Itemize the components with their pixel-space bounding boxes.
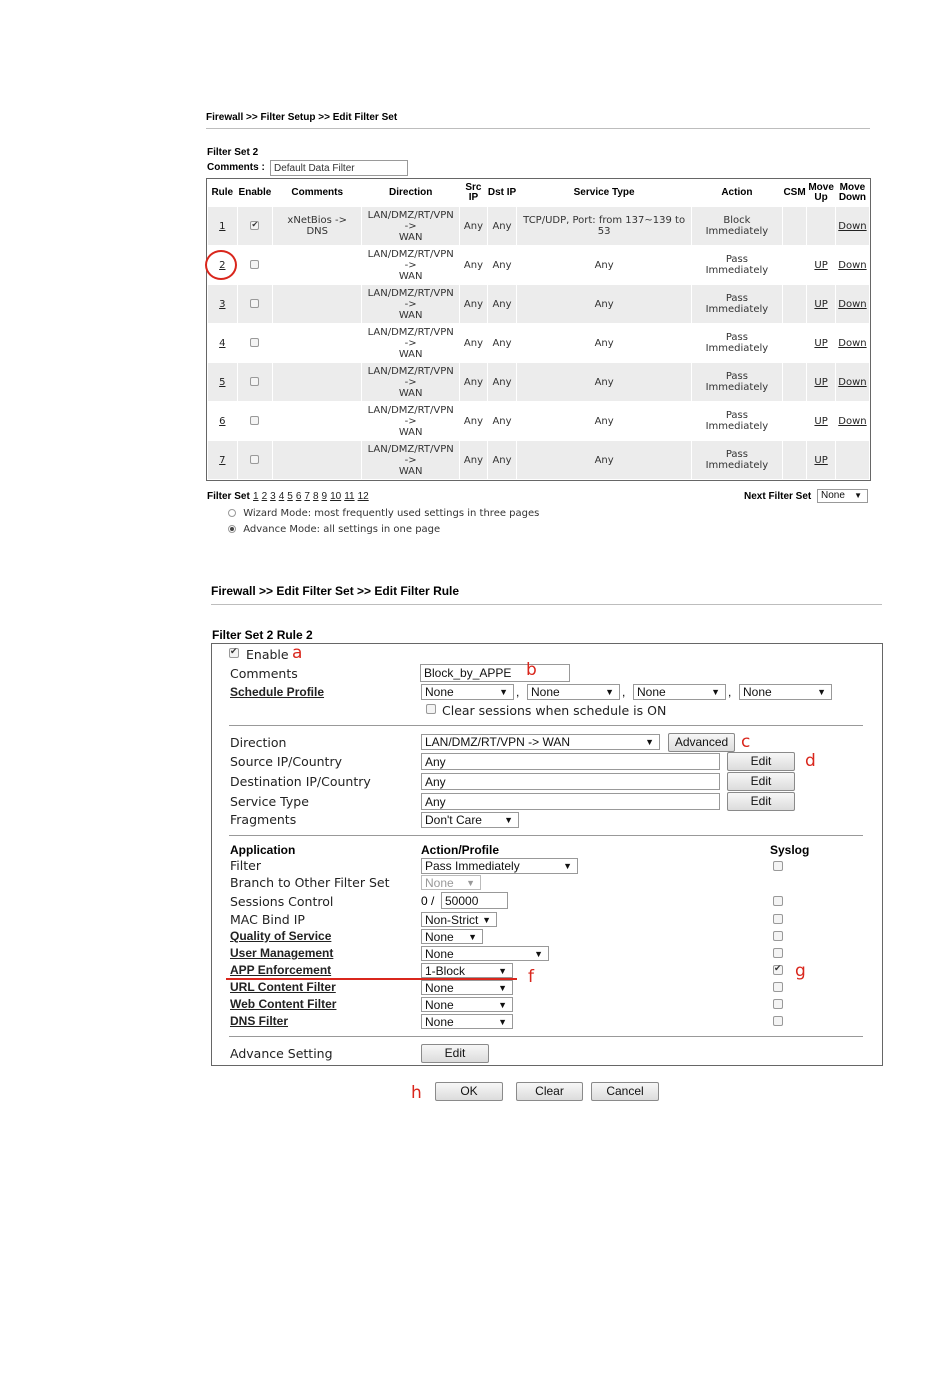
schedule-select-4[interactable]: None ▼ [739, 684, 832, 700]
header-csm: CSM [783, 180, 806, 206]
annotation-b: b [526, 660, 537, 680]
mac-bind-label: MAC Bind IP [230, 912, 305, 927]
move-down-cell[interactable] [836, 402, 869, 440]
web-content-filter-value: None [425, 998, 454, 1012]
web-syslog-checkbox[interactable] [773, 999, 783, 1009]
move-down-cell[interactable] [836, 207, 869, 245]
branch-value: None [425, 876, 454, 890]
direction-cell [362, 207, 459, 245]
sessions-current: 0 / [421, 894, 435, 908]
clear-sessions-checkbox[interactable] [426, 704, 436, 714]
table-row [208, 246, 869, 284]
source-edit-button[interactable]: Edit [727, 752, 795, 771]
fragments-value: Don't Care [425, 813, 482, 827]
header-action: Action [692, 180, 782, 206]
qos-syslog-checkbox[interactable] [773, 931, 783, 941]
branch-label: Branch to Other Filter Set [230, 875, 390, 890]
move-down-link[interactable]: Down [838, 415, 867, 427]
comments-cell [273, 324, 361, 362]
source-ip-label: Source IP/Country [230, 754, 342, 769]
schedule-value-3: None [637, 685, 666, 699]
direction-arrow: -> [404, 220, 417, 232]
table-row [208, 402, 869, 440]
user-management-value: None [425, 947, 454, 961]
cancel-button[interactable]: Cancel [591, 1082, 659, 1101]
wizard-mode-label: Wizard Mode: most frequently used settings in three pages [243, 508, 540, 519]
comments-input[interactable]: Block_by_APPE [420, 664, 570, 682]
direction-to: WAN [398, 348, 423, 360]
move-down-cell[interactable] [836, 363, 869, 401]
direction-to: WAN [398, 465, 423, 477]
mac-bind-select[interactable]: Non-Strict ▼ [421, 912, 497, 927]
divider [229, 725, 863, 726]
fragments-label: Fragments [230, 812, 297, 827]
move-up-link[interactable]: UP [814, 298, 828, 310]
annotation-d: d [805, 751, 816, 771]
user-syslog-checkbox[interactable] [773, 948, 783, 958]
schedule-value-2: None [531, 685, 560, 699]
service-type-label: Service Type [230, 794, 309, 809]
csm-cell [783, 363, 806, 401]
dst-ip-cell: Any [488, 402, 517, 440]
direction-arrow: -> [404, 337, 417, 349]
direction-from: LAN/DMZ/RT/VPN [367, 209, 454, 221]
rule-enable-checkbox[interactable] [250, 338, 259, 347]
filter-set-link[interactable]: 4 [278, 491, 285, 502]
qos-value: None [425, 930, 454, 944]
schedule-value-4: None [743, 685, 772, 699]
filter-label: Filter [230, 858, 261, 873]
comments-cell [273, 441, 361, 479]
table-row [208, 324, 869, 362]
rule-2-highlight-circle [205, 250, 237, 280]
schedule-select-3[interactable]: None ▼ [633, 684, 726, 700]
src-ip-cell: Any [460, 207, 487, 245]
header-dst-ip: Dst IP [488, 180, 517, 206]
move-up-link[interactable]: UP [814, 376, 828, 388]
dns-filter-select[interactable]: None ▼ [421, 1014, 513, 1029]
wizard-mode-radio[interactable] [228, 509, 236, 517]
direction-to: WAN [398, 309, 423, 321]
dst-ip-cell: Any [488, 285, 517, 323]
rule-number-link[interactable] [208, 363, 237, 401]
sessions-control-label: Sessions Control [230, 894, 334, 909]
direction-from: LAN/DMZ/RT/VPN [367, 404, 454, 416]
action-cell: Block Immediately [692, 207, 782, 245]
comments-label: Comments [230, 666, 298, 681]
filter-set-link[interactable]: 9 [321, 491, 328, 502]
divider [206, 128, 870, 129]
app-enforcement-select[interactable]: 1-Block ▼ [421, 963, 513, 978]
comments-label: Comments : [207, 162, 265, 173]
rule-number[interactable]: 7 [219, 454, 226, 466]
filter-set-links [253, 491, 372, 502]
move-up-cell[interactable] [807, 402, 835, 440]
comments-cell [273, 363, 361, 401]
src-ip-cell: Any [460, 363, 487, 401]
annotation-a: a [292, 643, 303, 663]
enable-cell[interactable] [238, 402, 273, 440]
next-filter-set-value: None [821, 490, 845, 501]
service-type-cell: Any [517, 402, 691, 440]
annotation-f: f [528, 967, 534, 987]
rule-number[interactable]: 5 [219, 376, 226, 388]
comments-cell [273, 285, 361, 323]
action-cell: Pass Immediately [692, 402, 782, 440]
clear-sessions-label: Clear sessions when schedule is ON [442, 703, 667, 718]
web-content-filter-link[interactable]: Web Content Filter [230, 997, 337, 1011]
fragments-select[interactable]: Don't Care ▼ [421, 812, 519, 828]
destination-ip-input[interactable]: Any [421, 773, 720, 790]
direction-from: LAN/DMZ/RT/VPN [367, 443, 454, 455]
service-type-cell: Any [517, 324, 691, 362]
direction-from: LAN/DMZ/RT/VPN [367, 365, 454, 377]
rule-number-link[interactable] [208, 324, 237, 362]
divider [229, 835, 863, 836]
table-row [208, 441, 869, 479]
application-header: Application [230, 843, 296, 857]
move-down-link[interactable]: Down [838, 259, 867, 271]
advance-mode-radio[interactable] [228, 525, 236, 533]
rule-enable-checkbox[interactable] [250, 416, 259, 425]
annotation-c: c [741, 732, 751, 752]
qos-select[interactable]: None ▼ [421, 929, 483, 944]
direction-from: LAN/DMZ/RT/VPN [367, 248, 454, 260]
filter-action-select[interactable]: Pass Immediately ▼ [421, 858, 578, 874]
service-type-cell: Any [517, 246, 691, 284]
rule-number[interactable]: 3 [219, 298, 226, 310]
direction-value: LAN/DMZ/RT/VPN -> WAN [425, 735, 571, 749]
action-cell: Pass Immediately [692, 441, 782, 479]
enable-cell[interactable] [238, 246, 273, 284]
enable-checkbox[interactable] [229, 648, 239, 658]
dst-ip-cell: Any [488, 363, 517, 401]
sessions-syslog-checkbox[interactable] [773, 896, 783, 906]
enable-label: Enable [246, 647, 289, 662]
rule-enable-checkbox[interactable] [250, 377, 259, 386]
service-type-cell: Any [517, 285, 691, 323]
move-down-link[interactable]: Down [838, 376, 867, 388]
set-comments-input[interactable]: Default Data Filter [270, 160, 408, 176]
web-content-filter-select[interactable]: None ▼ [421, 997, 513, 1012]
enable-cell[interactable] [238, 324, 273, 362]
direction-arrow: -> [404, 454, 417, 466]
filter-set-link[interactable]: 12 [357, 491, 369, 502]
table-row [208, 207, 869, 245]
direction-arrow: -> [404, 376, 417, 388]
src-ip-cell: Any [460, 246, 487, 284]
direction-cell [362, 246, 459, 284]
move-down-link[interactable]: Down [838, 220, 867, 232]
wizard-mode-option[interactable] [228, 508, 539, 519]
schedule-separator: , [622, 685, 626, 699]
src-ip-cell: Any [460, 324, 487, 362]
move-down-link[interactable]: Down [838, 337, 867, 349]
filter-set-link[interactable]: 11 [344, 491, 355, 502]
enable-cell[interactable] [238, 441, 273, 479]
destination-edit-button[interactable]: Edit [727, 772, 795, 791]
action-cell: Pass Immediately [692, 246, 782, 284]
annotation-h: h [411, 1083, 422, 1103]
enable-cell[interactable] [238, 285, 273, 323]
rule-number-link[interactable] [208, 207, 237, 245]
branch-select[interactable]: None ▼ [421, 875, 481, 890]
user-management-link[interactable]: User Management [230, 946, 334, 960]
filter-set-link[interactable]: 10 [330, 491, 342, 502]
header-move-down: Move Down [836, 180, 869, 206]
dst-ip-cell: Any [488, 246, 517, 284]
advanced-button[interactable]: Advanced [668, 733, 735, 752]
action-cell: Pass Immediately [692, 363, 782, 401]
action-cell: Pass Immediately [692, 285, 782, 323]
rule-enable-checkbox[interactable] [250, 221, 259, 230]
source-ip-input[interactable]: Any [421, 753, 720, 770]
header-move-up: Move Up [807, 180, 835, 206]
csm-cell [783, 441, 806, 479]
rule-number-link[interactable] [208, 402, 237, 440]
user-management-select[interactable]: None ▼ [421, 946, 549, 961]
header-src-ip: Src IP [460, 180, 487, 206]
filter-set-link[interactable]: 3 [270, 491, 276, 502]
schedule-value-1: None [425, 685, 454, 699]
direction-cell [362, 285, 459, 323]
direction-from: LAN/DMZ/RT/VPN [367, 287, 454, 299]
action-profile-header: Action/Profile [421, 843, 500, 857]
enable-cell[interactable] [238, 207, 273, 245]
annotation-g: g [795, 961, 806, 981]
schedule-select-1[interactable]: None ▼ [421, 684, 514, 700]
filter-set-link[interactable]: 6 [295, 491, 302, 502]
csm-cell [783, 285, 806, 323]
rule-breadcrumb: Firewall >> Edit Filter Set >> Edit Filter Rule [211, 584, 460, 598]
csm-cell [783, 207, 806, 245]
rule-enable-checkbox[interactable] [250, 260, 259, 269]
action-cell: Pass Immediately [692, 324, 782, 362]
direction-arrow: -> [404, 298, 417, 310]
filter-set-link[interactable]: 5 [287, 491, 293, 502]
csm-cell [783, 324, 806, 362]
advance-mode-label: Advance Mode: all settings in one page [243, 524, 441, 535]
next-filter-set-select[interactable]: None ▼ [817, 489, 868, 503]
direction-cell [362, 363, 459, 401]
direction-label: Direction [230, 735, 287, 750]
direction-cell [362, 441, 459, 479]
src-ip-cell: Any [460, 441, 487, 479]
move-down-cell[interactable] [836, 324, 869, 362]
dst-ip-cell: Any [488, 441, 517, 479]
header-rule: Rule [208, 180, 237, 206]
move-down-cell[interactable] [836, 441, 869, 479]
table-row [208, 363, 869, 401]
schedule-separator: , [516, 685, 520, 699]
advance-mode-option[interactable] [228, 524, 440, 535]
rule-enable-checkbox[interactable] [250, 299, 259, 308]
move-down-link[interactable]: Down [838, 298, 867, 310]
rule-enable-checkbox[interactable] [250, 455, 259, 464]
advance-setting-edit-button[interactable]: Edit [421, 1044, 489, 1063]
direction-cell [362, 402, 459, 440]
src-ip-cell: Any [460, 285, 487, 323]
rule-title: Filter Set 2 Rule 2 [212, 628, 313, 642]
next-filter-set-label: Next Filter Set [744, 491, 812, 502]
service-type-input[interactable]: Any [421, 793, 720, 810]
direction-select[interactable]: LAN/DMZ/RT/VPN -> WAN ▼ [421, 734, 660, 750]
direction-to: WAN [398, 231, 423, 243]
comments-cell [273, 402, 361, 440]
move-up-link[interactable]: UP [814, 415, 828, 427]
comments-cell: xNetBios -> DNS [273, 207, 361, 245]
mac-syslog-checkbox[interactable] [773, 914, 783, 924]
clear-button[interactable]: Clear [516, 1082, 583, 1101]
filter-set-link[interactable]: 8 [312, 491, 319, 502]
direction-to: WAN [398, 387, 423, 399]
filter-syslog-checkbox[interactable] [773, 861, 783, 871]
app-enforcement-link[interactable]: APP Enforcement [230, 963, 332, 977]
rule-number[interactable]: 2 [219, 259, 226, 271]
header-comments: Comments [273, 180, 361, 206]
direction-arrow: -> [404, 259, 417, 271]
app-enforcement-syslog-checkbox[interactable] [773, 965, 783, 975]
filter-action-value: Pass Immediately [425, 859, 520, 873]
rule-number-link[interactable] [208, 285, 237, 323]
breadcrumb: Firewall >> Filter Setup >> Edit Filter Set [206, 112, 398, 123]
ok-button[interactable]: OK [435, 1082, 503, 1101]
direction-to: WAN [398, 426, 423, 438]
direction-cell [362, 324, 459, 362]
dst-ip-cell: Any [488, 324, 517, 362]
filter-set-title: Filter Set 2 [207, 147, 259, 158]
rule-number-link[interactable] [208, 441, 237, 479]
csm-cell [783, 246, 806, 284]
dns-filter-value: None [425, 1015, 454, 1029]
app-enforcement-value: 1-Block [425, 964, 466, 978]
qos-link[interactable]: Quality of Service [230, 929, 332, 943]
move-up-cell[interactable] [807, 246, 835, 284]
filter-rules-table [206, 178, 871, 481]
url-content-filter-link[interactable]: URL Content Filter [230, 980, 336, 994]
table-header [208, 180, 869, 206]
destination-ip-label: Destination IP/Country [230, 774, 371, 789]
dns-filter-link[interactable]: DNS Filter [230, 1014, 289, 1028]
service-edit-button[interactable]: Edit [727, 792, 795, 811]
filter-set-link[interactable]: 1 [253, 491, 259, 502]
schedule-select-2[interactable]: None ▼ [527, 684, 620, 700]
src-ip-cell: Any [460, 402, 487, 440]
url-syslog-checkbox[interactable] [773, 982, 783, 992]
url-content-filter-select[interactable]: None ▼ [421, 980, 513, 995]
direction-from: LAN/DMZ/RT/VPN [367, 326, 454, 338]
move-up-cell[interactable] [807, 441, 835, 479]
move-up-cell[interactable] [807, 363, 835, 401]
rule-number[interactable]: 1 [219, 220, 226, 232]
schedule-separator: , [728, 685, 732, 699]
advance-setting-label: Advance Setting [230, 1046, 333, 1061]
direction-arrow: -> [404, 415, 417, 427]
move-up-cell[interactable] [807, 324, 835, 362]
filter-set-nav-label: Filter Set [207, 491, 250, 502]
direction-to: WAN [398, 270, 423, 282]
csm-cell [783, 402, 806, 440]
move-up-link[interactable]: UP [814, 454, 828, 466]
comments-cell [273, 246, 361, 284]
enable-cell[interactable] [238, 363, 273, 401]
move-down-cell[interactable] [836, 246, 869, 284]
filter-set-link[interactable]: 2 [261, 491, 268, 502]
header-direction: Direction [362, 180, 459, 206]
divider [229, 1036, 863, 1037]
table-row [208, 285, 869, 323]
service-type-cell: Any [517, 363, 691, 401]
move-up-cell[interactable] [807, 207, 835, 245]
rule-number[interactable]: 6 [219, 415, 226, 427]
url-content-filter-value: None [425, 981, 454, 995]
sessions-max-input[interactable]: 50000 [441, 892, 508, 909]
filter-set-link[interactable]: 7 [304, 491, 310, 502]
move-up-cell[interactable] [807, 285, 835, 323]
move-down-cell[interactable] [836, 285, 869, 323]
header-service-type: Service Type [517, 180, 691, 206]
schedule-profile-link[interactable]: Schedule Profile [230, 685, 325, 699]
divider [211, 604, 882, 605]
syslog-header: Syslog [770, 843, 810, 857]
dns-syslog-checkbox[interactable] [773, 1016, 783, 1026]
mac-bind-value: Non-Strict [425, 913, 479, 927]
service-type-cell: Any [517, 441, 691, 479]
dst-ip-cell: Any [488, 207, 517, 245]
move-up-link[interactable]: UP [814, 337, 828, 349]
move-up-link[interactable]: UP [814, 259, 828, 271]
service-type-cell: TCP/UDP, Port: from 137~139 to 53 [517, 207, 691, 245]
rule-number[interactable]: 4 [219, 337, 226, 349]
header-enable: Enable [238, 180, 273, 206]
